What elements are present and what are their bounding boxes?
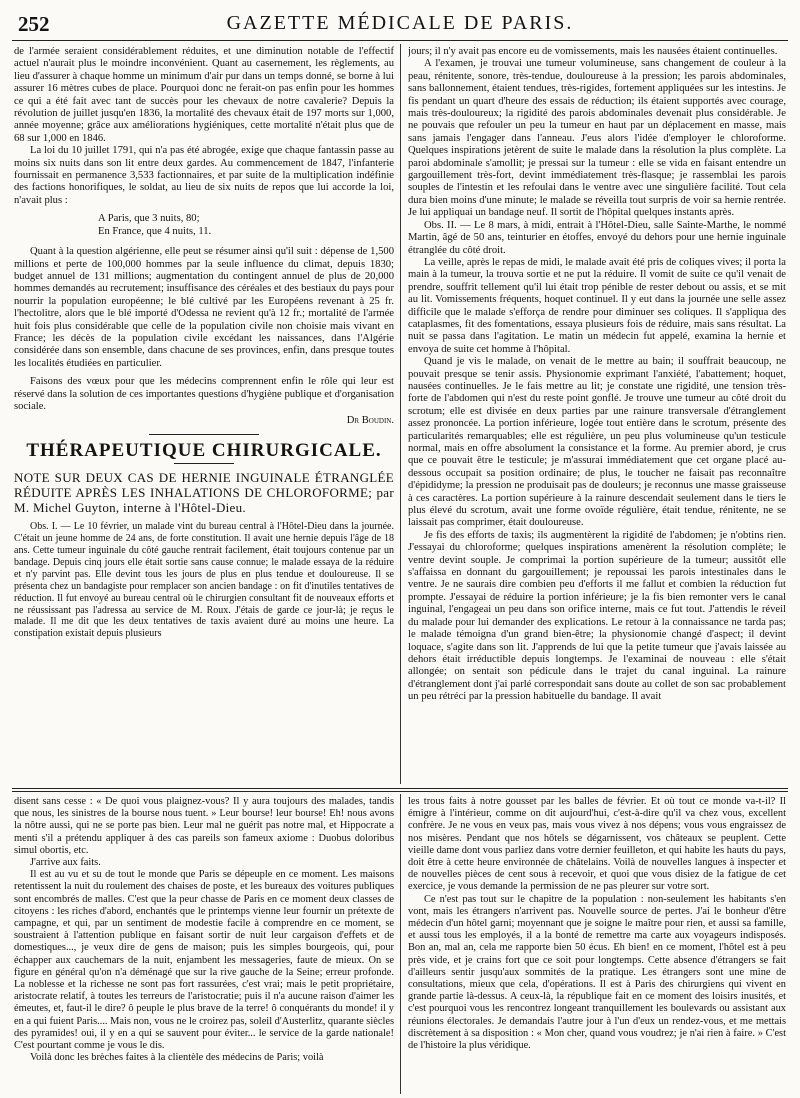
quote-line-france: En France, que 4 nuits, 11. xyxy=(98,225,212,237)
header-rule xyxy=(12,40,788,41)
feuilleton-right-column xyxy=(408,796,786,1094)
quote-line-paris: A Paris, que 3 nuits, 80; xyxy=(98,213,200,225)
article-paragraph: jours; il n'y avait pas encore eu de vomissements, mais les nausées étaient continuelles. xyxy=(408,46,778,57)
observation-two: Obs. II. — Le 8 mars, à midi, entrait à l'Hôtel-Dieu, salle Sainte-Marthe, le nommé Martin, âgé de 50 ans, teinturier en étoffes, envoyé du dehors pour une hernie inguinale étranglée du côté droit. xyxy=(408,219,786,256)
journal-title: GAZETTE MÉDICALE DE PARIS. xyxy=(226,12,574,34)
article-paragraph: Je fis des efforts de taxis; ils augmentèrent la rigidité de l'abdomen; je n'obtins rien. J'essayai du chloroforme; quelques inspirations amenèrent la résolution complète; le ventre devint souple. Je comprimai la portion supérieure de la tumeur; aussitôt elle s'affaissa en donnant du gargouillement; je repoussai les parois intestinales dans le ventre. Je ne saurais dire combien peu d'efforts il me fallut et combien la réduction fut prompte. J'essayai de réduire la portion inférieure; je la fis bien remonter vers le canal inguinal, l'engageai un peu dans son orifice interne, mais ce fut tout. J'attendis le réveil du malade pour lui demander des explications. Le retour à la connaissance ne tarda pas; le malade témoigna d'un grand bien-être; la physionomie changé d'aspect; il devint loquace, s'agite dans son lit. J'apprends de lui que la petite tumeur que j'avais laissée au dehors était irréductible depuis longtemps. Je l'examinai de nouveau : elle s'était allongée; on sentait son pédicule dans le trajet du canal inguinal. La rainure d'étranglement dont j'ai parlé correspondait sans doute au collet de son sac probablement un peu rétréci par la pression habituelle du bandage. Il avait xyxy=(408,529,786,703)
feuilleton-rule-bottom xyxy=(12,791,788,792)
feuilleton-paragraph: Ce n'est pas tout sur le chapitre de la population : non-seulement les habitants s'en vont, mais les étrangers n'arrivent pas. Nouvelle source de pertes. J'ai le bonheur d'être médecin d'un hôtel garni; moyennant que je soigne le maître pour rien, et aussi sa famille, et aussi tous les employés, il a la bonté de remettre ma carte aux voyageurs indisposés. Bon an, mal an, cela me rapporte bien 50 écus. Eh bien! en ce moment, l'hôtel est à peu près vide, et je crains fort que ce soit pour longtemps. Cette absence d'étrangers se fait d'ailleurs sentir jusqu'aux sommités de la pratique. Les étrangers sont une mine de consultations, mieux que cela, d'opérations. Il est à Paris des chirurgiens qui vivent en grande partie là-dessus. A ceux-là, la république fait en ce moment des loisirs inusités, et c'est pourquoi vous les rencontrez longeant tranquillement les boulevards ou assistant aux réunions électorales. Je demandais l'autre jour à l'un d'eux un rendez-vous, et me mettais discrètement à sa disposition : « Mon cher, quand vous voudrez; je n'ai rien à faire. » C'est de l'histoire la plus véridique. xyxy=(408,893,786,1052)
article-paragraph: de l'armée seraient considérablement réduites, et une diminution notable de l'effectif actuel n'aurait plus le moindre inconvénient. Quant au casernement, les règlements, au lieu d'assurer à chaque homme un minimum d'air pur dans un temps donné, se borne à lui assurer 16 mètres cubes de place. Pourquoi donc ne ferait-on pas enfin pour les hommes ce qui a été fait avec tant de succès pour les chevaux de notre cavalerie? Depuis la révolution de juillet jusqu'en 1836, la mortalité des chevaux était de 197 morts sur 1,000, année moyenne; grâce aux améliorations hygiéniques, cette mortalité n'était plus que de 68 sur 1,000 en 1846. xyxy=(14,46,394,144)
article-paragraph: Faisons des vœux pour que les médecins comprennent enfin le rôle qui leur est réservé dans la solution de ces importantes questions d'hygiène publique et d'organisation sociale. xyxy=(14,376,394,412)
feuilleton-rule-top xyxy=(12,788,788,789)
right-column xyxy=(408,46,786,784)
article-paragraph: A l'examen, je trouvai une tumeur volumineuse, sans changement de couleur à la peau, rénitente, sonore, très-tendue, douloureuse à la pression; les parois abdominales, sans ballonnement, étaient tendues, très-rigides, fortement appliquées sur les intestins. Je fis pendant un quart d'heure des essais de réduction; ils étaient supportés avec courage, mais très-douloureux; la rigidité des parois abdominales devenait plus considérable. Je ne pouvais que refouler un peu la tumeur en haut par un déplacement en masse, mais sans jamais l'engager dans l'anneau. J'eus alors l'idée d'employer le chloroforme. Quelques inspirations jetèrent de suite le malade dans la résolution la plus complète. La paroi abdominale s'amollit; je pressai sur la tumeur : elle se vida en faisant entendre un gargouillement très-fort, devint immédiatement très-flasque; je rassemblai les parois souples de l'intestin et les refoulai dans le ventre avec une singulière facilité. Tout cela dura bien moins d'une minute; le malade se réveilla tout surpris de voir sa hernie rentrée. Je lui appliquai un bandage neuf. Il sortit de l'hôpital quelques instants après. xyxy=(408,58,786,219)
page-header xyxy=(12,12,788,38)
feuilleton-column-rule xyxy=(400,794,401,1094)
article-paragraph: Quand je vis le malade, on venait de le mettre au bain; il souffrait beaucoup, ne pouvait presque se tenir assis. Physionomie exprimant l'anxiété, l'abattement; hoquet, nausées continuelles. Je le fais mettre au lit; je constate une rigidité, une tension très-forte de l'abdomen qui n'est du reste point gonflé. Je trouve une tumeur au côté droit du scrotum; elle est divisée en deux parties par une rainure transversale d'étranglement assez prononcée. La portion inférieure, logée tout entière dans le scrotum, présente des particularités remarquables; elle est régulière, un peu plus volumineuse qu'un testicule normal, mais en offre absolument la consistance et la forme. Au premier abord, je crus que ce pouvait être le testicule; je m'assurai immédiatement que cet organe placé au-dessous occupait sa position ordinaire; de plus, le toucher ne faisait pas reconnaître d'épididyme; la pression ne produisait pas de douleurs; je reconnus une masse graisseuse à ces caractères. La portion supérieure à la rainure descendait seulement dans le tiers le plus élevé du scrotum, avait une forme ovoïde régulière, était tendue, rénitente, ne se laissait pas comprimer, était douloureuse. xyxy=(408,356,786,529)
article-title: NOTE SUR DEUX CAS DE HERNIE INGUINALE ÉTRANGLÉE RÉDUITE APRÈS LES INHALATIONS DE CHLOROFORME; par M. Michel Guyton, interne à l'Hôtel-Dieu. xyxy=(14,470,394,516)
feuilleton-paragraph: disent sans cesse : « De quoi vous plaignez-vous? Il y aura toujours des malades, tandis que nous, les sinistres de la bourse nous tuent. » Leur bourse! leur bourse! Eh! nous avons la nôtre aussi, qui ne se porte pas bien. Leur mal ne guérit pas notre mal, et Hippocrate a menti s'il a prétendu appliquer à des cas pareils son fameux axiome : Duobus doloribus simul obortis, etc. xyxy=(14,796,394,856)
left-column xyxy=(14,46,394,784)
article-paragraph: Quant à la question algérienne, elle peut se résumer ainsi qu'il suit : dépense de 1,500 millions et perte de 100,000 hommes par la seule influence du climat, depuis 1830; budget annuel de 131 millions; augmentation du contingent annuel de plus de 20,000 hommes demandés au recrutement; insuffisance des céréales et des bestiaux du pays pour nourrir la population européenne; le blé cultivé par les Européens revenant à 25 fr. l'hectolitre, alors que le blé importé d'Odessa ne revient qu'à 12 fr.; mortalité de l'armée huit fois plus considérable que celle de la population civile non choisie mais vivant en France; les décès de la population civile excédant les naissances, dans l'Algérie considérée dans son ensemble, dans chacune de ses provinces, enfin, dans presque toutes les localités étudiées en particulier. xyxy=(14,246,394,369)
feuilleton-paragraph: Il est au vu et su de tout le monde que Paris se dépeuple en ce moment. Les maisons retentissent la nuit du roulement des chaises de poste, et les bureaux des voitures publiques sont encombrés de malles. C'est que la peur chasse de Paris en ce moment deux classes de citoyens : les riches d'abord, enchantés que le printemps vienne leur fournir un prétexte de campagne, et qui, par un sentiment de modestie facile à comprendre en ce moment, se soustraient à l'attention publique en faisant sortir de nuit leur cargaison d'effets et de domestiques..., je veux dire de gens de maison; puis les simples bourgeois, qui, pour échapper aux cauchemars de la nuit, enjambent les messageries, faute de mieux. On se figure en général qu'on n'a déménagé que sur la rive gauche de la Seine; erreur profonde. La noblesse et la richesse ne sont pas fort rassurées, c'est vrai; mais le petit propriétaire, aristocrate relatif, à toutes les terreurs de l'aristocratie; puis il n'a aucune raison d'aimer les émeutes, et, faut-il le dire? ô peuple le plus brave de la terre! ô conquérants du monde! il y en a qui fuient Paris.... Mais non, vous ne le croirez pas, soleil d'Austerlitz, quarante siècles des pyramides! oui, il y en a qui se sauvent pour éviter... le service de la garde nationale! C'est pourtant comme je vous le dis. xyxy=(14,869,394,1052)
feuilleton-paragraph: J'arrive aux faits. xyxy=(30,857,101,869)
observation-one: Obs. I. — Le 10 février, un malade vint du bureau central à l'Hôtel-Dieu dans la journée. C'était un jeune homme de 24 ans, de forte constitution. Il avait une hernie depuis l'âge de 18 ans. Cette tumeur inguinale du côté gauche rentrait facilement, était toujours contenue par un bandage. Depuis cinq jours elle était sortie sans cause connue; le malade essaya de la réduire et n'y parvint pas. Elle devint tous les jours de plus en plus tendue et douloureuse. Il se présenta chez un bandagiste pour remplacer son ancien bandage : on fit d'inutiles tentatives de réduction. Il fut envoyé au bureau central où le chirurgien consultant fit de nouveaux efforts et ne réussissant pas l'adressa au service de M. Roux. J'étais de garde ce jour-là; je reçus le malade. Il me dit que les deux tentatives de taxis avaient duré au moins une heure. La constipation existait depuis plusieurs xyxy=(14,521,394,640)
section-divider xyxy=(149,434,259,435)
section-heading: THÉRAPEUTIQUE CHIRURGICALE. xyxy=(26,439,382,461)
article-paragraph: La veille, après le repas de midi, le malade avait été pris de coliques vives; il porta la main à la tumeur, la trouva sortie et ne put la réduire. Il vomit de suite ce qu'il venait de prendre, souffrit tellement qu'il lui était trop pénible de rester debout ou assis, et se mit au lit. Vomissements fréquents, hoquet continuel. Il y eut dans la journée une selle assez difficile que le malade s'efforça de rendre pour diminuer ses coliques. Il s'appliqua des cataplasmes, fit des fomentations, essaya plusieurs fois de réduire, mais sans résultat. La nuit se passa dans l'agitation. Le matin un médecin fut appelé, examina la hernie et envoya de suite cet homme à l'hôpital. xyxy=(408,256,786,355)
article-paragraph: La loi du 10 juillet 1791, qui n'a pas été abrogée, exige que chaque fantassin passe au moins six nuits dans son lit entre deux gardes. Au commencement de 1847, l'infanterie fournissait en permanence 3,533 factionnaires, et par suite de la multiplication indéfinie des factions honorifiques, le soldat, au lieu de six nuits de repos que lui accorde la loi, n'avait plus : xyxy=(14,145,394,206)
page-number: 252 xyxy=(18,12,50,36)
feuilleton-left-column xyxy=(14,796,394,1094)
author-signature: Dr Boudin. xyxy=(346,415,394,427)
feuilleton-paragraph: Voilà donc les brèches faites à la clientèle des médecins de Paris; voilà xyxy=(30,1052,324,1064)
column-rule xyxy=(400,44,401,784)
nights-quote xyxy=(98,213,394,238)
feuilleton-paragraph: les trous faits à notre gousset par les balles de février. Et où tout ce monde va-t-il? Il émigre à l'intérieur, comme on dit aujourd'hui, c'est-à-dire qu'il va chez vous, excellent confrère. Je ne vous en veux pas, mais vous vivez à nos dépens; vous vous engraissez de nos misères. Pendant que nos hôtels se dégarnissent, vos châteaux se peuplent. Cette vieille dame dont vous parliez dans votre dernier feuilleton, et qui habite les hauts du pays, doit être à cette heure environnée de châtelains. Voilà de nouvelles langues à inspecter et de nouvelles pièces de cent sous à recevoir, et quoi que vous disiez de la fatigue de cet exercice, je vous demande la permission de ne pas pleurer sur votre sort. xyxy=(408,796,786,893)
heading-divider xyxy=(174,463,234,464)
